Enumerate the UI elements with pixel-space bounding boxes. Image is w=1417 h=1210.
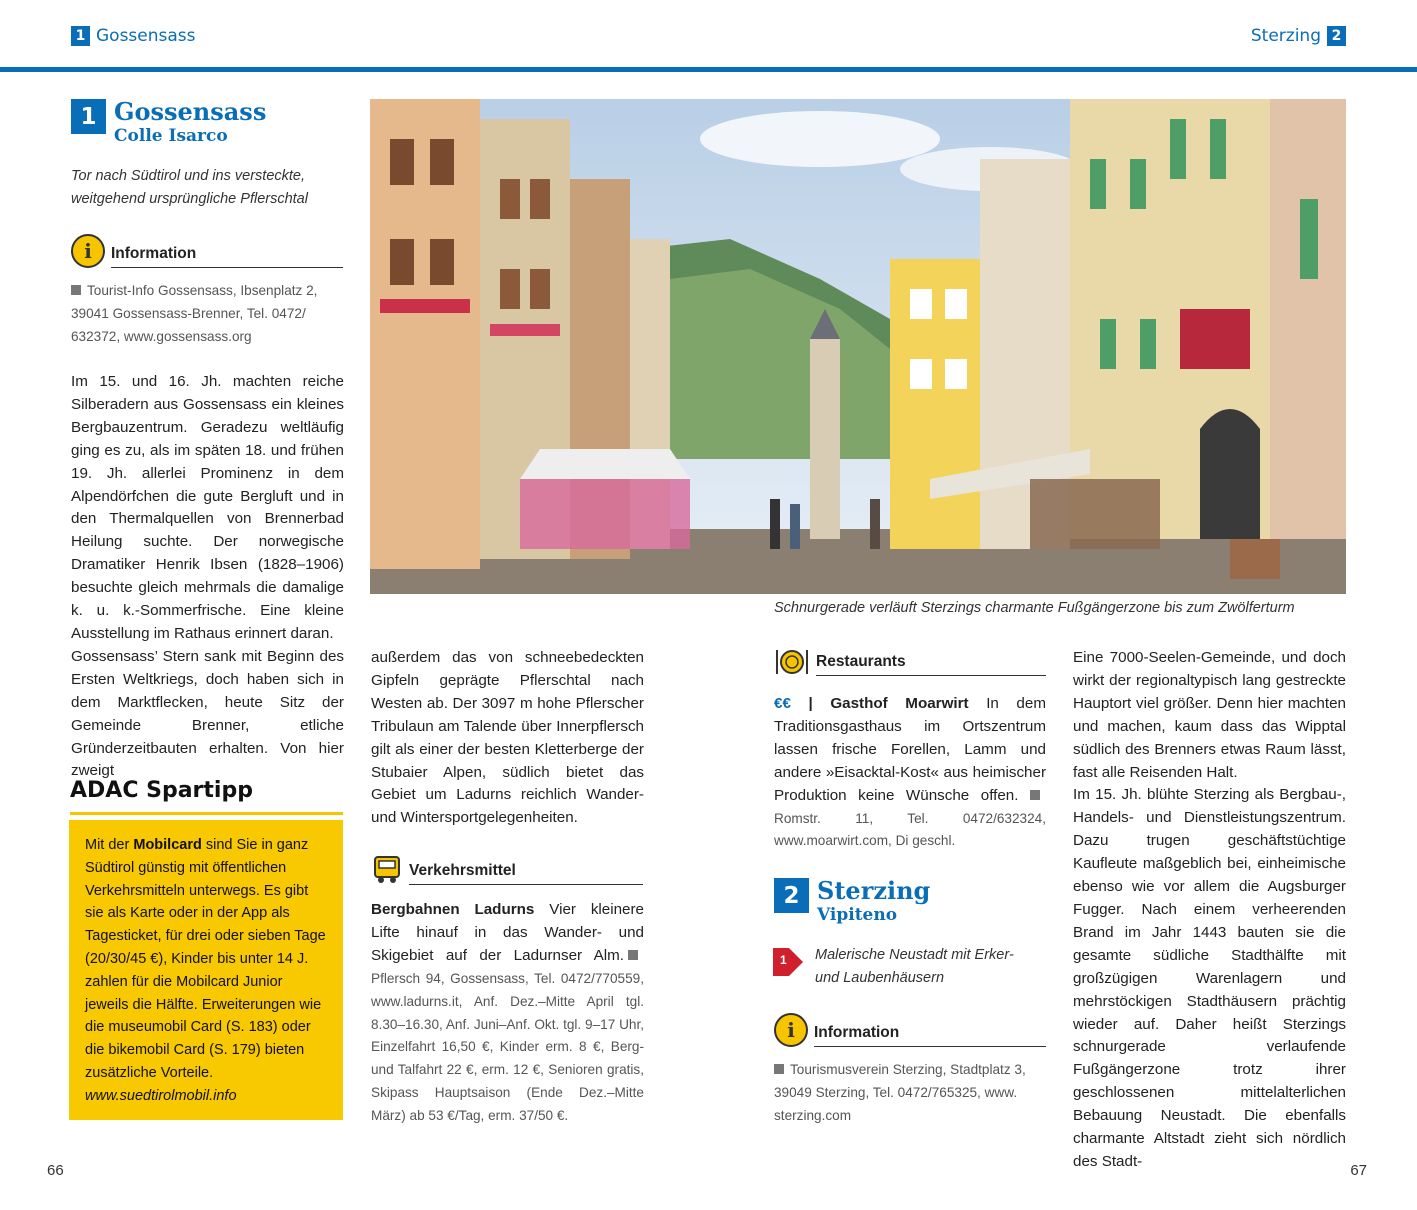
- body-text-col2: [371, 647, 644, 830]
- street-photo: [370, 99, 1346, 594]
- paragraph: Gossensass’ Stern sank mit Beginn des Ersten Weltkriegs, doch haben sich in dem Marktflecken, heute Sitz der Gemeinde Brenner, etliche Gründerzeitbauten erhalten. Von hier zweigt: [71, 647, 344, 780]
- info-heading: [71, 234, 343, 268]
- bullet-square-icon: [71, 285, 81, 295]
- restaurant-details: Romstr. 11, Tel. 0472/632324, www.moarwirt.com, Di geschl.: [774, 810, 1046, 849]
- info-heading-sterzing: [774, 1013, 1046, 1047]
- restaurant-text: €€ | Gasthof Moarwirt In dem Traditionsgasthaus im Ortszentrum lassen frische Forellen, Lamm und andere »Eisacktal-Kost« aus heimischer Produktion keine Wünsche offen. Romstr. 11, Tel. 0472/632324, www.moarwirt.com, Di geschl.: [774, 695, 1046, 849]
- section-subtitle: Colle Isarco: [114, 126, 228, 146]
- bullet-square-icon: [628, 950, 638, 960]
- running-head-left: [71, 26, 196, 46]
- info-icon: i: [71, 234, 105, 268]
- info-address-sterzing: Tourismusverein Sterzing, Stadtplatz 3, 39049 Sterzing, Tel. 0472/765325, www. sterzing.com: [774, 1062, 1026, 1123]
- transport-heading: [371, 853, 643, 885]
- section-number: 1: [71, 99, 106, 134]
- price-level: €€: [774, 695, 791, 712]
- running-head-right-title: Sterzing: [1250, 26, 1321, 46]
- paragraph: Im 15. Jh. blühte Sterzing als Bergbau-, Handels- und Dienstleistungszentrum. Dazu trugen geschäftstüchtige Kaufleute maßgeblich bei, einheimische ebenso wie vor allem die Augsburger Fugger. Nach einem verheerenden Brand im Jahr 1443 bauten sie die gesamte südliche Stadthälfte mit großzügigen Warenlagern und mehrstöckigen Stadthäusern prächtig wieder auf. Daher heißt Sterzings schnurgerade verlaufende Fußgängerzone trotz ihrer geschlossenen mittelalterlichen Bebauung Neustadt. Die ebenfalls charmante Altstadt zieht sich nördlich des Stadt-: [1073, 786, 1346, 1170]
- section-heading-sterzing: [774, 878, 930, 926]
- paragraph: Im 15. und 16. Jh. machten reiche Silberadern aus Gossensass ein kleines Bergbauzentrum. Geradezu weltläufig ging es zu, als im späten 18. und frühen 19. Jh. allerlei Prominenz in dem Alpendörfchen die gute Bergluft und in den Thermalquellen von Brennerbad Heilung suchte. Der norwegische Dramatiker Henrik Ibsen (1828–1906) besuchte gleich mehrmals die damalige k. u. k.-Sommerfrische. Eine kleine Ausstellung im Rathaus erinnert daran.: [71, 373, 344, 642]
- paragraph: Eine 7000-Seelen-Gemeinde, und doch wirkt der regionaltypisch lang gestreckte Hauptort viel größer. Denn hier machten und machen, kaum dass das Wipptal südlich des Brenners etwas Raum lässt, fast alle Reisenden Halt.: [1073, 649, 1346, 781]
- section-subtitle: Vipiteno: [817, 905, 898, 925]
- map-marker-icon: 1: [773, 940, 803, 984]
- section-heading-gossensass: [71, 99, 266, 147]
- page-number-right: 67: [1350, 1162, 1367, 1179]
- photo-caption: Schnurgerade verläuft Sterzings charmante Fußgängerzone bis zum Zwölferturm: [774, 600, 1295, 616]
- bullet-square-icon: [1030, 790, 1040, 800]
- body-text-col4: [1073, 647, 1346, 1174]
- info-label: Information: [111, 245, 343, 268]
- spartipp-link[interactable]: www.suedtirolmobil.info: [85, 1087, 237, 1104]
- section-tagline: Tor nach Südtirol und ins versteckte, weitgehend ursprüngliche Pflerschtal: [71, 168, 308, 207]
- bullet-square-icon: [774, 1064, 784, 1074]
- info-label: Information: [814, 1024, 1046, 1047]
- restaurant-icon: [774, 648, 810, 676]
- restaurants-label: Restaurants: [816, 653, 1046, 676]
- restaurant-name: Gasthof Moarwirt: [830, 695, 969, 712]
- spartipp-title: ADAC Spartipp: [70, 778, 253, 803]
- bus-icon: [371, 853, 403, 885]
- transport-text: Bergbahnen Ladurns Vier kleinere Lifte hinauf in das Wander- und Skigebiet auf der Ladurnser Alm.Pflersch 94, Gossensass, Tel. 0472/770559, www.ladurns.it, Anf. Dez.–Mitte April tgl. 8.30–16.30, Anf. Juni–Anf. Okt. tgl. 9–17 Uhr, Einzelfahrt 16,50 €, Kinder erm. 8 €, Berg- und Talfahrt 22 €, erm. 12 €, Senioren gratis, Skipass Hauptsaison (Ende Dez.–Mitte März) ab 53 €/Tag, erm. 37/50 €.: [371, 901, 644, 1124]
- spartipp-box: Mit der Mobilcard sind Sie in ganz Südtirol günstig mit öffentlichen Verkehrsmitteln unterwegs. Es gibt sie als Karte oder in der App als Tagesticket, für drei oder sieben Tage (20/30/45 €), Kinder bis unter 14 J. zahlen für die Mobilcard Junior jeweils die Hälfte. Erweiterungen wie die museumobil Card (S. 183) oder die bikemobil Card (S. 179) bieten zusätzliche Vorteile. www.suedtirolmobil.info: [69, 820, 343, 1120]
- spartipp-rule: [70, 812, 343, 815]
- transport-label: Verkehrsmittel: [409, 862, 643, 885]
- transport-details: Pflersch 94, Gossensass, Tel. 0472/770559, www.ladurns.it, Anf. Dez.–Mitte April tgl. 8.30–16.30, Anf. Juni–Anf. Okt. tgl. 9–17 Uhr, Einzelfahrt 16,50 €, Kinder erm. 8 €, Berg- und Talfahrt 22 €, erm. 12 €, Senioren gratis, Skipass Hauptsaison (Ende Dez.–Mitte März) ab 53 €/Tag, erm. 37/50 €.: [371, 970, 644, 1124]
- page-number-left: 66: [47, 1162, 64, 1179]
- spartipp-bold: Mobilcard: [133, 837, 202, 853]
- transport-name: Bergbahnen Ladurns: [371, 901, 535, 918]
- body-text-col1: [71, 371, 344, 783]
- paragraph: außerdem das von schneebedeckten Gipfeln geprägte Pflerschtal nach Westen ab. Der 3097 m hohe Pflerscher Tribulaun am Talende über Innerpflersch gilt als einer der besten Kletterberge der Stubaier Alpen, südlich bietet das Gebiet um Ladurns reichlich Wander- und Wintersportgelegenheiten.: [371, 649, 644, 827]
- running-head-left-title: Gossensass: [96, 26, 196, 46]
- header-rule: [0, 67, 1417, 72]
- section-title: Gossensass: [114, 97, 267, 126]
- chapter-number-right: 2: [1327, 26, 1346, 46]
- restaurants-heading: [774, 648, 1046, 676]
- info-icon: i: [774, 1013, 808, 1047]
- info-address: Tourist-Info Gossensass, Ibsenplatz 2, 39041 Gossensass-Brenner, Tel. 0472/ 632372, www.gossensass.org: [71, 283, 318, 344]
- section-number: 2: [774, 878, 809, 913]
- sterzing-tagline: Malerische Neustadt mit Erker- und Laubenhäusern: [815, 947, 1014, 986]
- section-title: Sterzing: [817, 876, 931, 905]
- running-head-right: [1251, 26, 1346, 46]
- chapter-number-left: 1: [71, 26, 90, 46]
